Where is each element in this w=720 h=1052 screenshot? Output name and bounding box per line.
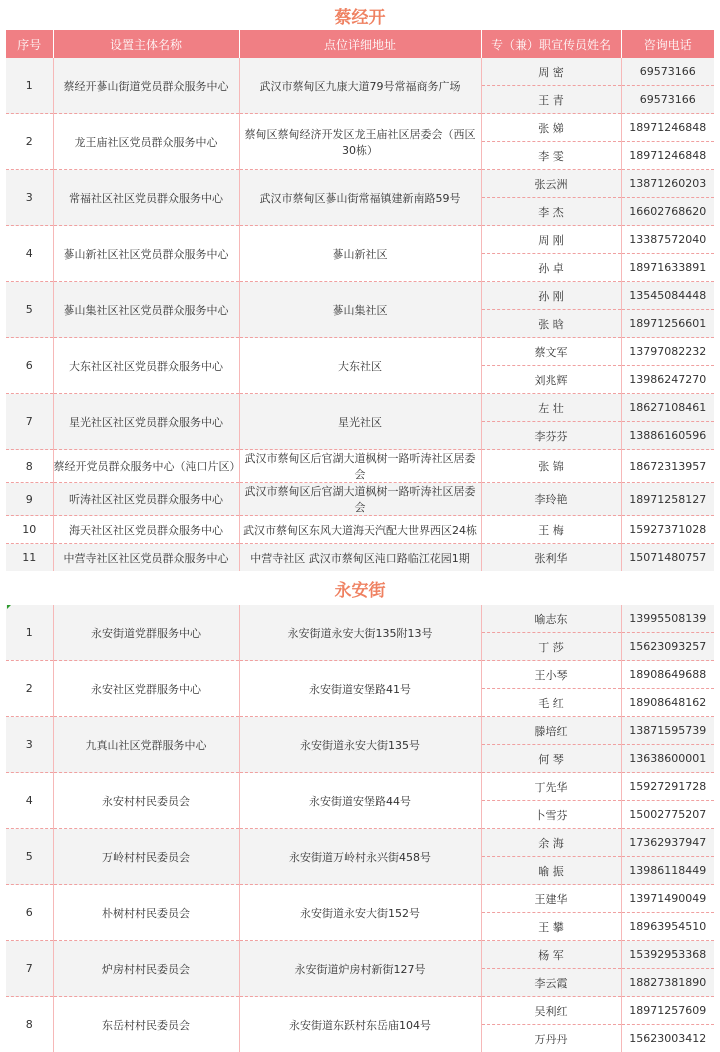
row-number: 10: [6, 516, 53, 544]
row-number: 2: [6, 661, 53, 717]
person-name: 毛 红: [481, 689, 621, 717]
row-number: 3: [6, 170, 53, 226]
person-name: 万丹丹: [481, 1025, 621, 1052]
org-name: 星光社区社区党员群众服务中心: [53, 394, 239, 450]
section-title-yonganjie: 永安街: [0, 577, 720, 605]
org-name: 大东社区社区党员群众服务中心: [53, 338, 239, 394]
person-name: 李云霞: [481, 969, 621, 997]
phone-number: 13387572040: [621, 226, 714, 254]
phone-number: 15002775207: [621, 801, 714, 829]
phone-number: 18971633891: [621, 254, 714, 282]
org-name: 蔡经开党员群众服务中心（沌口片区）: [53, 450, 239, 483]
phone-number: 13871595739: [621, 717, 714, 745]
phone-number: 18971256601: [621, 310, 714, 338]
phone-number: 13995508139: [621, 605, 714, 633]
row-number: 6: [6, 885, 53, 941]
table-row: [6, 170, 714, 198]
person-name: 余 海: [481, 829, 621, 857]
phone-number: 15623093257: [621, 633, 714, 661]
row-number: 7: [6, 941, 53, 997]
phone-number: 69573166: [621, 86, 714, 114]
phone-number: 18672313957: [621, 450, 714, 483]
phone-number: 13986247270: [621, 366, 714, 394]
phone-number: 18627108461: [621, 394, 714, 422]
person-name: 王 攀: [481, 913, 621, 941]
phone-number: 13886160596: [621, 422, 714, 450]
phone-number: 18971258127: [621, 483, 714, 516]
org-address: 武汉市蔡甸区九康大道79号常福商务广场: [239, 58, 481, 114]
org-name: 永安街道党群服务中心: [53, 605, 239, 661]
phone-number: 13971490049: [621, 885, 714, 913]
person-name: 张利华: [481, 544, 621, 572]
org-name: 万岭村村民委员会: [53, 829, 239, 885]
org-address: 永安街道永安大街152号: [239, 885, 481, 941]
person-name: 蔡文军: [481, 338, 621, 366]
org-address: 永安街道东跃村东岳庙104号: [239, 997, 481, 1052]
person-name: 喻 振: [481, 857, 621, 885]
org-address: 大东社区: [239, 338, 481, 394]
person-name: 李 杰: [481, 198, 621, 226]
row-number: 8: [6, 997, 53, 1052]
phone-number: 13986118449: [621, 857, 714, 885]
row-number: 2: [6, 114, 53, 170]
org-address: 武汉市蔡甸区东风大道海天汽配大世界西区24栋: [239, 516, 481, 544]
table-row: [6, 114, 714, 142]
phone-number: 15071480757: [621, 544, 714, 572]
phone-number: 13545084448: [621, 282, 714, 310]
phone-number: 18963954510: [621, 913, 714, 941]
person-name: 吴利红: [481, 997, 621, 1025]
org-address: 武汉市蔡甸区后官湖大道枫树一路听涛社区居委会: [239, 450, 481, 483]
table-row: [6, 941, 714, 969]
org-name: 听涛社区社区党员群众服务中心: [53, 483, 239, 516]
org-name: 蔘山集社区社区党员群众服务中心: [53, 282, 239, 338]
person-name: 王 青: [481, 86, 621, 114]
person-name: 张 娣: [481, 114, 621, 142]
phone-number: 18971246848: [621, 142, 714, 170]
person-name: 李 雯: [481, 142, 621, 170]
row-number: 5: [6, 282, 53, 338]
phone-number: 17362937947: [621, 829, 714, 857]
header-person: 专（兼）职宣传员姓名: [481, 30, 621, 58]
row-number: 5: [6, 829, 53, 885]
table-row: [6, 661, 714, 689]
person-name: 张云洲: [481, 170, 621, 198]
table-row: [6, 58, 714, 86]
phone-number: 15623003412: [621, 1025, 714, 1052]
table-row: [6, 605, 714, 633]
table-row: [6, 829, 714, 857]
phone-number: 18827381890: [621, 969, 714, 997]
org-address: 永安街道万岭村永兴街458号: [239, 829, 481, 885]
org-name: 东岳村村民委员会: [53, 997, 239, 1052]
table-row: [6, 516, 714, 544]
row-number: 4: [6, 226, 53, 282]
person-name: 张 晗: [481, 310, 621, 338]
person-name: 王 梅: [481, 516, 621, 544]
org-name: 永安村村民委员会: [53, 773, 239, 829]
table-row: [6, 997, 714, 1025]
org-address: 永安街道炉房村新街127号: [239, 941, 481, 997]
org-address: 永安街道安堡路41号: [239, 661, 481, 717]
phone-number: 13871260203: [621, 170, 714, 198]
row-number: 11: [6, 544, 53, 572]
org-name: 常福社区社区党员群众服务中心: [53, 170, 239, 226]
person-name: 李芬芬: [481, 422, 621, 450]
person-name: 左 壮: [481, 394, 621, 422]
phone-number: 69573166: [621, 58, 714, 86]
header-no: 序号: [6, 30, 53, 58]
phone-number: 18908648162: [621, 689, 714, 717]
table-row: [6, 282, 714, 310]
org-name: 龙王庙社区党员群众服务中心: [53, 114, 239, 170]
table-row: [6, 544, 714, 572]
person-name: 周 密: [481, 58, 621, 86]
phone-number: 15927291728: [621, 773, 714, 801]
row-number: 4: [6, 773, 53, 829]
phone-number: 18908649688: [621, 661, 714, 689]
person-name: 王小琴: [481, 661, 621, 689]
person-name: 滕培红: [481, 717, 621, 745]
org-name: 蔡经开蔘山街道党员群众服务中心: [53, 58, 239, 114]
phone-number: 15392953368: [621, 941, 714, 969]
person-name: 喻志东: [481, 605, 621, 633]
row-number: 1: [6, 605, 53, 661]
org-address: 蔘山新社区: [239, 226, 481, 282]
table-row: [6, 450, 714, 483]
row-number: 8: [6, 450, 53, 483]
row-number: 7: [6, 394, 53, 450]
org-address: 永安街道永安大街135号: [239, 717, 481, 773]
table-row: [6, 885, 714, 913]
phone-number: 13638600001: [621, 745, 714, 773]
phone-number: 13797082232: [621, 338, 714, 366]
section-title-caijingkai: 蔡经开: [0, 0, 720, 30]
org-address: 武汉市蔡甸区后官湖大道枫树一路听涛社区居委会: [239, 483, 481, 516]
row-number: 3: [6, 717, 53, 773]
header-name: 设置主体名称: [53, 30, 239, 58]
org-name: 炉房村村民委员会: [53, 941, 239, 997]
org-name: 九真山社区党群服务中心: [53, 717, 239, 773]
org-address: 蔘山集社区: [239, 282, 481, 338]
person-name: 周 刚: [481, 226, 621, 254]
person-name: 丁先华: [481, 773, 621, 801]
phone-number: 18971257609: [621, 997, 714, 1025]
org-address: 永安街道永安大街135附13号: [239, 605, 481, 661]
phone-number: 15927371028: [621, 516, 714, 544]
row-number: 9: [6, 483, 53, 516]
person-name: 王建华: [481, 885, 621, 913]
org-name: 朴树村村民委员会: [53, 885, 239, 941]
org-name: 蔘山新社区社区党员群众服务中心: [53, 226, 239, 282]
table-row: [6, 394, 714, 422]
row-number: 6: [6, 338, 53, 394]
table-caijingkai: [6, 30, 714, 571]
header-phone: 咨询电话: [621, 30, 714, 58]
phone-number: 16602768620: [621, 198, 714, 226]
org-address: 星光社区: [239, 394, 481, 450]
table-yonganjie: [6, 605, 714, 1052]
org-address: 中营寺社区 武汉市蔡甸区沌口路临江花园1期: [239, 544, 481, 572]
phone-number: 18971246848: [621, 114, 714, 142]
person-name: 孙 刚: [481, 282, 621, 310]
person-name: 何 琴: [481, 745, 621, 773]
table-row: [6, 717, 714, 745]
table-row: [6, 773, 714, 801]
org-address: 武汉市蔡甸区蔘山街常福镇建新南路59号: [239, 170, 481, 226]
person-name: 孙 卓: [481, 254, 621, 282]
org-address: 蔡甸区蔡甸经济开发区龙王庙社区居委会（西区30栋）: [239, 114, 481, 170]
org-name: 海天社区社区党员群众服务中心: [53, 516, 239, 544]
person-name: 杨 军: [481, 941, 621, 969]
person-name: 刘兆辉: [481, 366, 621, 394]
header-address: 点位详细地址: [239, 30, 481, 58]
table-header-row: [6, 30, 714, 58]
table-row: [6, 483, 714, 516]
person-name: 卜雪芬: [481, 801, 621, 829]
org-address: 永安街道安堡路44号: [239, 773, 481, 829]
row-number: 1: [6, 58, 53, 114]
table-row: [6, 338, 714, 366]
person-name: 李玲艳: [481, 483, 621, 516]
person-name: 张 锦: [481, 450, 621, 483]
person-name: 丁 莎: [481, 633, 621, 661]
org-name: 中营寺社区社区党员群众服务中心: [53, 544, 239, 572]
org-name: 永安社区党群服务中心: [53, 661, 239, 717]
table-row: [6, 226, 714, 254]
